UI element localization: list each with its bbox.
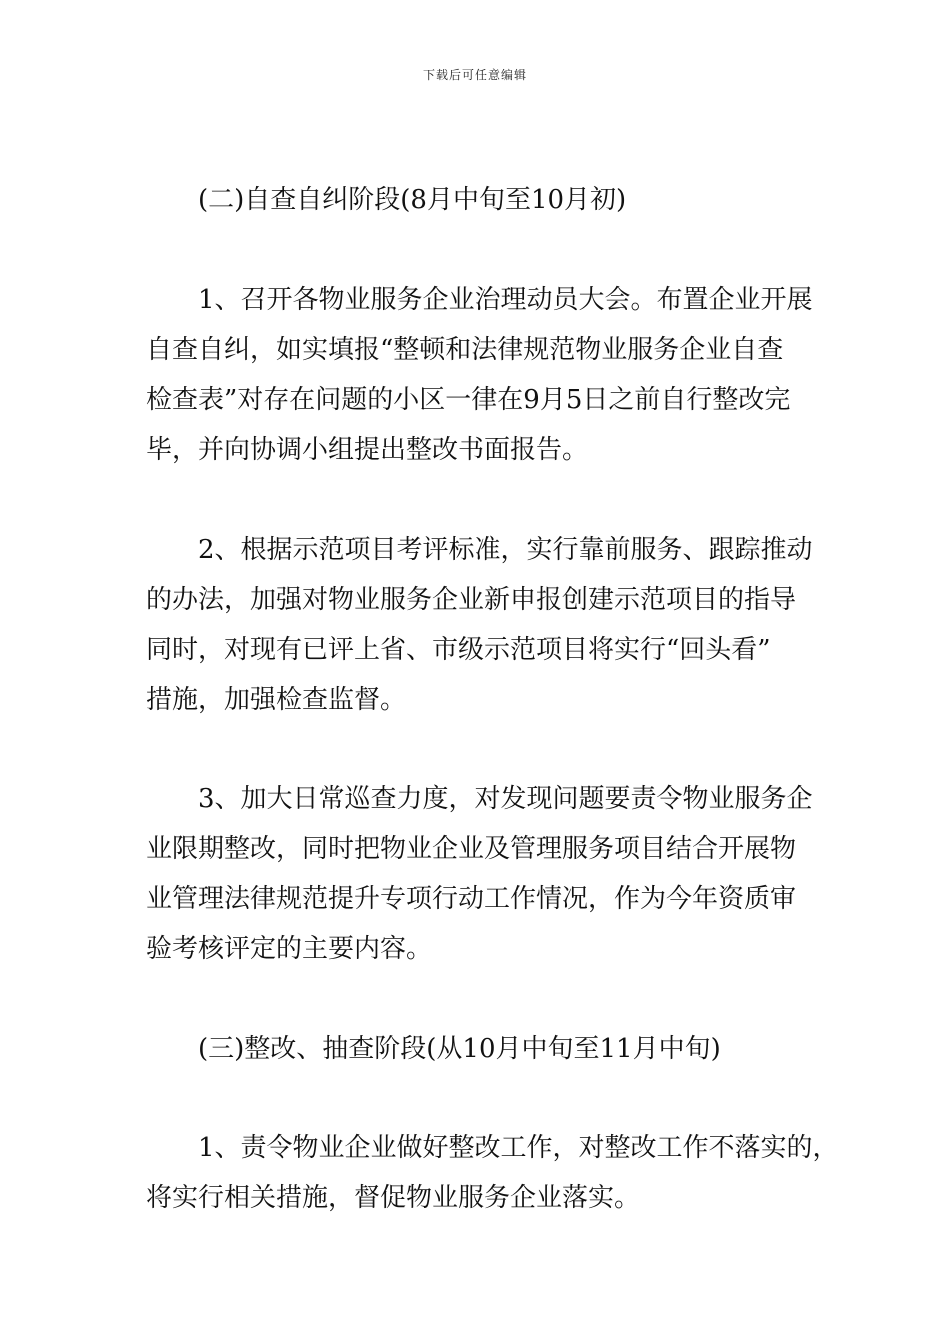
paragraph-line: 检查表”对存在问题的小区一律在9月5日之前自行整改完 [146,385,791,415]
paragraph-line: 毕，并向协调小组提出整改书面报告。 [146,435,589,465]
paragraph-line: 1、责令物业企业做好整改工作，对整改工作不落实的， [198,1133,839,1163]
section-heading-2: (二)自查自纠阶段(8月中旬至10月初) [198,185,627,215]
paragraph-line: 业管理法律规范提升专项行动工作情况，作为今年资质审 [146,884,797,914]
paragraph-line: 将实行相关措施，督促物业服务企业落实。 [146,1183,641,1213]
paragraph-line: 措施，加强检查监督。 [146,685,407,715]
section-heading-3: (三)整改、抽查阶段(从10月中旬至11月中旬) [198,1034,721,1064]
paragraph-line: 2、根据示范项目考评标准，实行靠前服务、跟踪推动 [198,535,813,565]
paragraph-line: 1、召开各物业服务企业治理动员大会。布置企业开展 [198,285,813,315]
paragraph-line: 同时，对现有已评上省、市级示范项目将实行“回头看” [146,635,771,665]
page-header-note: 下载后可任意编辑 [422,68,527,82]
paragraph-line: 验考核评定的主要内容。 [146,934,433,964]
paragraph-line: 自查自纠，如实填报“整顿和法律规范物业服务企业自查 [146,335,784,365]
paragraph-line: 3、加大日常巡查力度，对发现问题要责令物业服务企 [198,784,813,814]
paragraph-line: 的办法，加强对物业服务企业新申报创建示范项目的指导 [146,585,797,615]
paragraph-line: 业限期整改，同时把物业企业及管理服务项目结合开展物 [146,834,797,864]
